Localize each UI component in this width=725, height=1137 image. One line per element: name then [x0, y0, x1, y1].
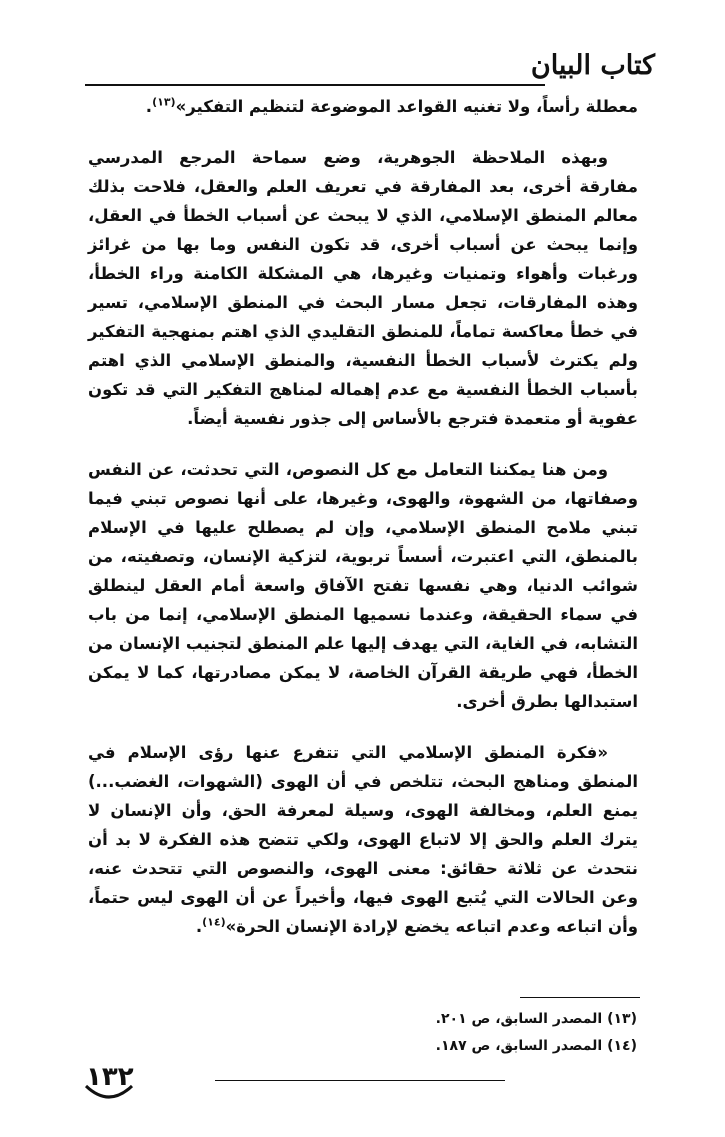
paragraph-4-quote	[88, 738, 638, 941]
paragraph-1	[88, 92, 638, 121]
footnote-14: (١٤) المصدر السابق، ص ١٨٧.	[435, 1038, 637, 1054]
paragraph-1-end: .	[145, 97, 153, 116]
page-body	[88, 92, 638, 941]
paragraph-4-text: «فكرة المنطق الإسلامي التي تتفرع عنها رؤى الإسلام في المنطق ومناهج البحث، تتلخص في أن الهوى (الشهوات، الغضب...) يمنع العلم، ومخالفة الهوى، وسيلة لمعرفة الحق، وأن الإنسان لا يترك العلم والحق إلا لاتباع الهوى، ولكي تتضح هذه الفكرة لا بد أن نتحدث عن ثلاثة حقائق: معنى الهوى، والنصوص التي تتحدث عنه، وعن الحالات التي يُتبع الهوى فيها، وأخيراً عن أن الهوى ليس حتماً، وأن اتباعه وعدم اتباعه يخضع لإرادة الإنسان الحرة»	[88, 743, 638, 936]
page-header	[85, 46, 655, 96]
footnote-ref-14: (١٤)	[202, 915, 226, 929]
book-logo: كتاب البيان	[530, 50, 655, 81]
footnote-13: (١٣) المصدر السابق، ص ٢٠١.	[435, 1011, 637, 1027]
footer-rule	[215, 1080, 505, 1081]
header-rule	[85, 84, 545, 86]
footnote-separator	[520, 997, 640, 998]
page-number-ornament	[84, 1082, 134, 1104]
paragraph-4-end: .	[195, 917, 203, 936]
paragraph-3: ومن هنا يمكننا التعامل مع كل النصوص، التي تحدثت، عن النفس وصفاتها، من الشهوة، والهوى، وغيرها، على أنها نصوص تبني فيما تبني ملامح المنطق الإسلامي، وإن لم يصطلح عليها في الإسلام بالمنطق، التي اعتبرت، أسساً تربوية، لتزكية الإنسان، وتصفيته، من شوائب الدنيا، وهي نفسها تفتح الآفاق واسعة أمام العقل لينطلق في سماء الحقيقة، وعندما نسميها المنطق الإسلامي، إنما من باب التشابه، في الغاية، التي يهدف إليها علم المنطق لتجنيب الإنسان من الخطأ، فهي طريقة القرآن الخاصة، لا يمكن مصادرتها، كما لا يمكن استبدالها بطرق أخرى.	[88, 460, 638, 711]
footnote-ref-13: (١٣)	[152, 95, 176, 109]
paragraph-1-text: معطلة رأساً، ولا تغنيه القواعد الموضوعة لتنظيم التفكير»	[175, 97, 638, 116]
paragraph-2: وبهذه الملاحظة الجوهرية، وضع سماحة المرجع المدرسي مفارقة أخرى، بعد المفارقة في تعريف العلم والعقل، فلاحت بذلك معالم المنطق الإسلامي، الذي لا يبحث عن أسباب الخطأ في العقل، وإنما يبحث عن أسباب أخرى، قد تكون النفس وما بها من غرائز ورغبات وأهواء وتمنيات وغيرها، هي المشكلة الكامنة وراء الخطأ، وهذه المفارقات، تجعل مسار البحث في المنطق الإسلامي، تسير في خطأ معاكسة تماماً، للمنطق التقليدي الذي اهتم بمنهجية التفكير ولم يكترث لأسباب الخطأ النفسية، والمنطق الإسلامي الذي اهتم بأسباب الخطأ النفسية مع عدم إهماله لمناهج التفكير التي قد تكون عفوية أو متعمدة فترجع بالأساس إلى جذور نفسية أيضاً.	[88, 148, 638, 428]
footnotes	[87, 1006, 637, 1060]
page-number: ١٣٢	[86, 1062, 134, 1092]
